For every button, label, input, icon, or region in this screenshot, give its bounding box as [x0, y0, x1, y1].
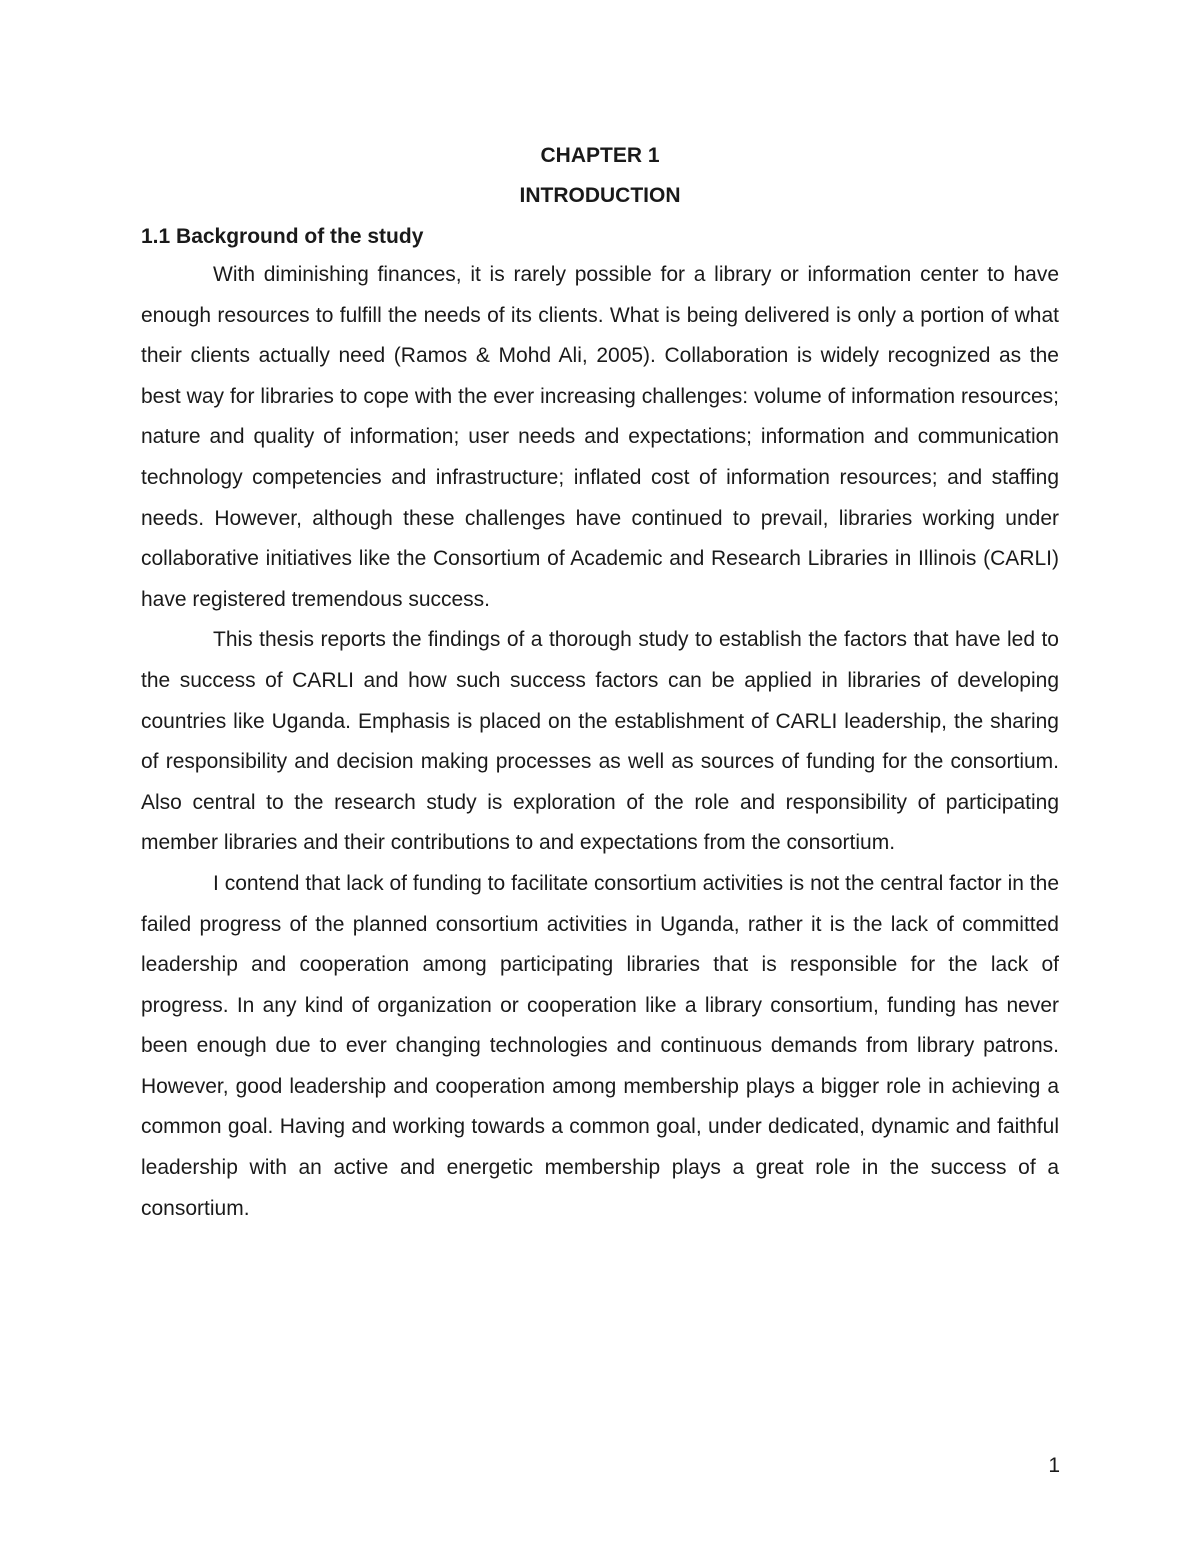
body-text	[141, 255, 1059, 1229]
paragraph-2: This thesis reports the findings of a thorough study to establish the factors that have led to the success of CARLI and how such success factors can be applied in libraries of developing countries like Uganda. Emphasis is placed on the establishment of CARLI leadership, the sharing of responsibility and decision making processes as well as sources of funding for the consortium. Also central to the research study is exploration of the role and responsibility of participating member libraries and their contributions to and expectations from the consortium.	[141, 628, 1059, 855]
page-number: 1	[1048, 1454, 1060, 1477]
paragraph-1: With diminishing finances, it is rarely possible for a library or information center to have enough resources to fulfill the needs of its clients. What is being delivered is only a portion of what their clients actually need (Ramos & Mohd Ali, 2005). Collaboration is widely recognized as the best way for libraries to cope with the ever increasing challenges: volume of information resources; nature and quality of information; user needs and expectations; information and communication technology competencies and infrastructure; inflated cost of information resources; and staffing needs. However, although these challenges have continued to prevail, libraries working under collaborative initiatives like the Consortium of Academic and Research Libraries in Illinois (CARLI) have registered tremendous success.	[141, 263, 1059, 611]
chapter-title: INTRODUCTION	[519, 184, 681, 207]
section-heading: 1.1 Background of the study	[141, 225, 424, 248]
paragraph-3: I contend that lack of funding to facilitate consortium activities is not the central factor in the failed progress of the planned consortium activities in Uganda, rather it is the lack of committed leadership and cooperation among participating libraries that is responsible for the lack of progress. In any kind of organization or cooperation like a library consortium, funding has never been enough due to ever changing technologies and continuous demands from library patrons. However, good leadership and cooperation among membership plays a bigger role in achieving a common goal. Having and working towards a common goal, under dedicated, dynamic and faithful leadership with an active and energetic membership plays a great role in the success of a consortium.	[141, 871, 1059, 1220]
chapter-label: CHAPTER 1	[540, 144, 660, 167]
